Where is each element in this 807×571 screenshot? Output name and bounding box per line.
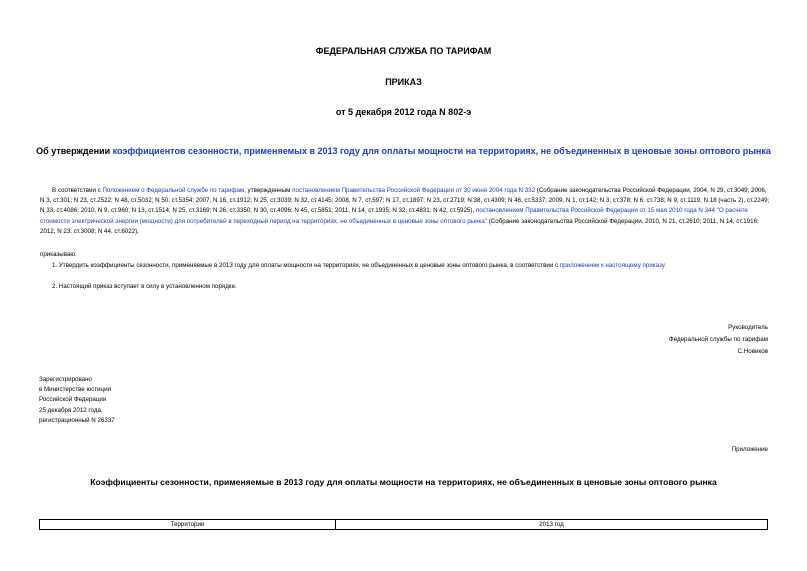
preamble-text-1: В соответствии с	[52, 187, 103, 194]
preamble-paragraph	[40, 186, 770, 237]
regulation-link[interactable]: Положением о Федеральной службе по тарифам	[102, 187, 245, 194]
orders-word: приказываю:	[40, 251, 77, 258]
registration-line-1: Зарегистрировано	[39, 376, 92, 383]
item-1-text: 1. Утвердить коэффициенты сезонности, применяемые в 2013 году для оплаты мощности на территориях, не объединенных в ценовые зоны оптового рынка, в соответствии с	[52, 262, 560, 269]
coefficients-table-header	[39, 519, 768, 530]
decree-344-link[interactable]: постановлением Правительства Российской Федерации от 15 мая 2010 года N 344 "О расчете стоимости электрической энергии (мощности) для потребителей в переходный период на территориях, не объединенных в ценовые зоны оптового рынка"	[40, 207, 748, 225]
registration-block	[39, 375, 115, 426]
column-header-territories: Территории	[40, 520, 336, 529]
agency-name: ФЕДЕРАЛЬНАЯ СЛУЖБА ПО ТАРИФАМ	[315, 46, 492, 56]
registration-line-3: Российской Федерации	[39, 396, 107, 404]
appendix-label: Приложение	[731, 446, 768, 453]
registration-date: 25 декабря 2012 года,	[39, 406, 103, 414]
appendix-link[interactable]: приложением к настоящему приказу	[559, 262, 665, 269]
registration-line-2: в Министерстве юстиции	[39, 386, 112, 394]
signature-title: Руководитель	[728, 324, 768, 331]
item-1-end: .	[664, 262, 666, 269]
document-date: от 5 декабря 2012 года N 802-э	[335, 107, 472, 117]
signature-agency: Федеральной службы по тарифам	[669, 336, 768, 343]
appendix-title: Коэффициенты сезонности, применяемые в 2013 году для оплаты мощности на территориях, не объединенных в ценовые зоны оптового рынка	[90, 477, 717, 487]
document-title	[0, 146, 807, 156]
title-link[interactable]: коэффициентов сезонности, применяемых в 2013 году для оплаты мощности на территориях, не объединенных в ценовые зоны оптового рынка	[112, 146, 771, 156]
column-header-year: 2013 год	[539, 521, 564, 528]
document-type: ПРИКАЗ	[385, 77, 422, 87]
order-item-2: 2. Настоящий приказ вступает в силу в установленном порядке.	[52, 283, 237, 290]
preamble-text-3: (Собрание законодательства Российской Федерации, 2004, N 29, ст.3049; 2006, N 3, ст.301; N 23, ст.2522; N 48, ст.5032; N 50, ст.5354; 2007, N 16, ст.1912; N 25, ст.3039; N 32, ст.4145; 2008, N 7, ст.597; N 17, ст.1897; N 23, ст.2719; N 38, ст.4309; N 46, ст.5337; 2009, N 1, ст.142; N 3, ст.378; N 6, ст.738; N 9, ст.1119; N 18 (часть 2), ст.2249; N 33, ст.4086; 2010, N 9, ст.960; N 13, ст.1514; N 25, ст.3169; N 26, ст.3350; N 30, ст.4096; N 45, ст.5851; 2011, N 14, ст.1935; N 32, ст.4831; N 42, ст.5925),	[40, 187, 770, 215]
preamble-text-2: , утвержденным	[244, 187, 293, 194]
signature-name: С.Новиков	[737, 348, 768, 355]
decree-332-link[interactable]: постановлением Правительства Российской Федерации от 30 июня 2004 года N 332	[292, 187, 536, 194]
title-prefix: Об утверждении	[36, 146, 113, 156]
registration-number: регистрационный N 26337	[39, 416, 115, 424]
signature-block	[669, 322, 768, 358]
preamble-text-4: (Собрание законодательства Российской Федерации, 2010, N 21, ст.2610; 2011, N 14, ст.1916; 2012, N 23, ст.3008; N 44, ст.6022),	[40, 217, 759, 235]
order-item-1	[52, 261, 772, 271]
